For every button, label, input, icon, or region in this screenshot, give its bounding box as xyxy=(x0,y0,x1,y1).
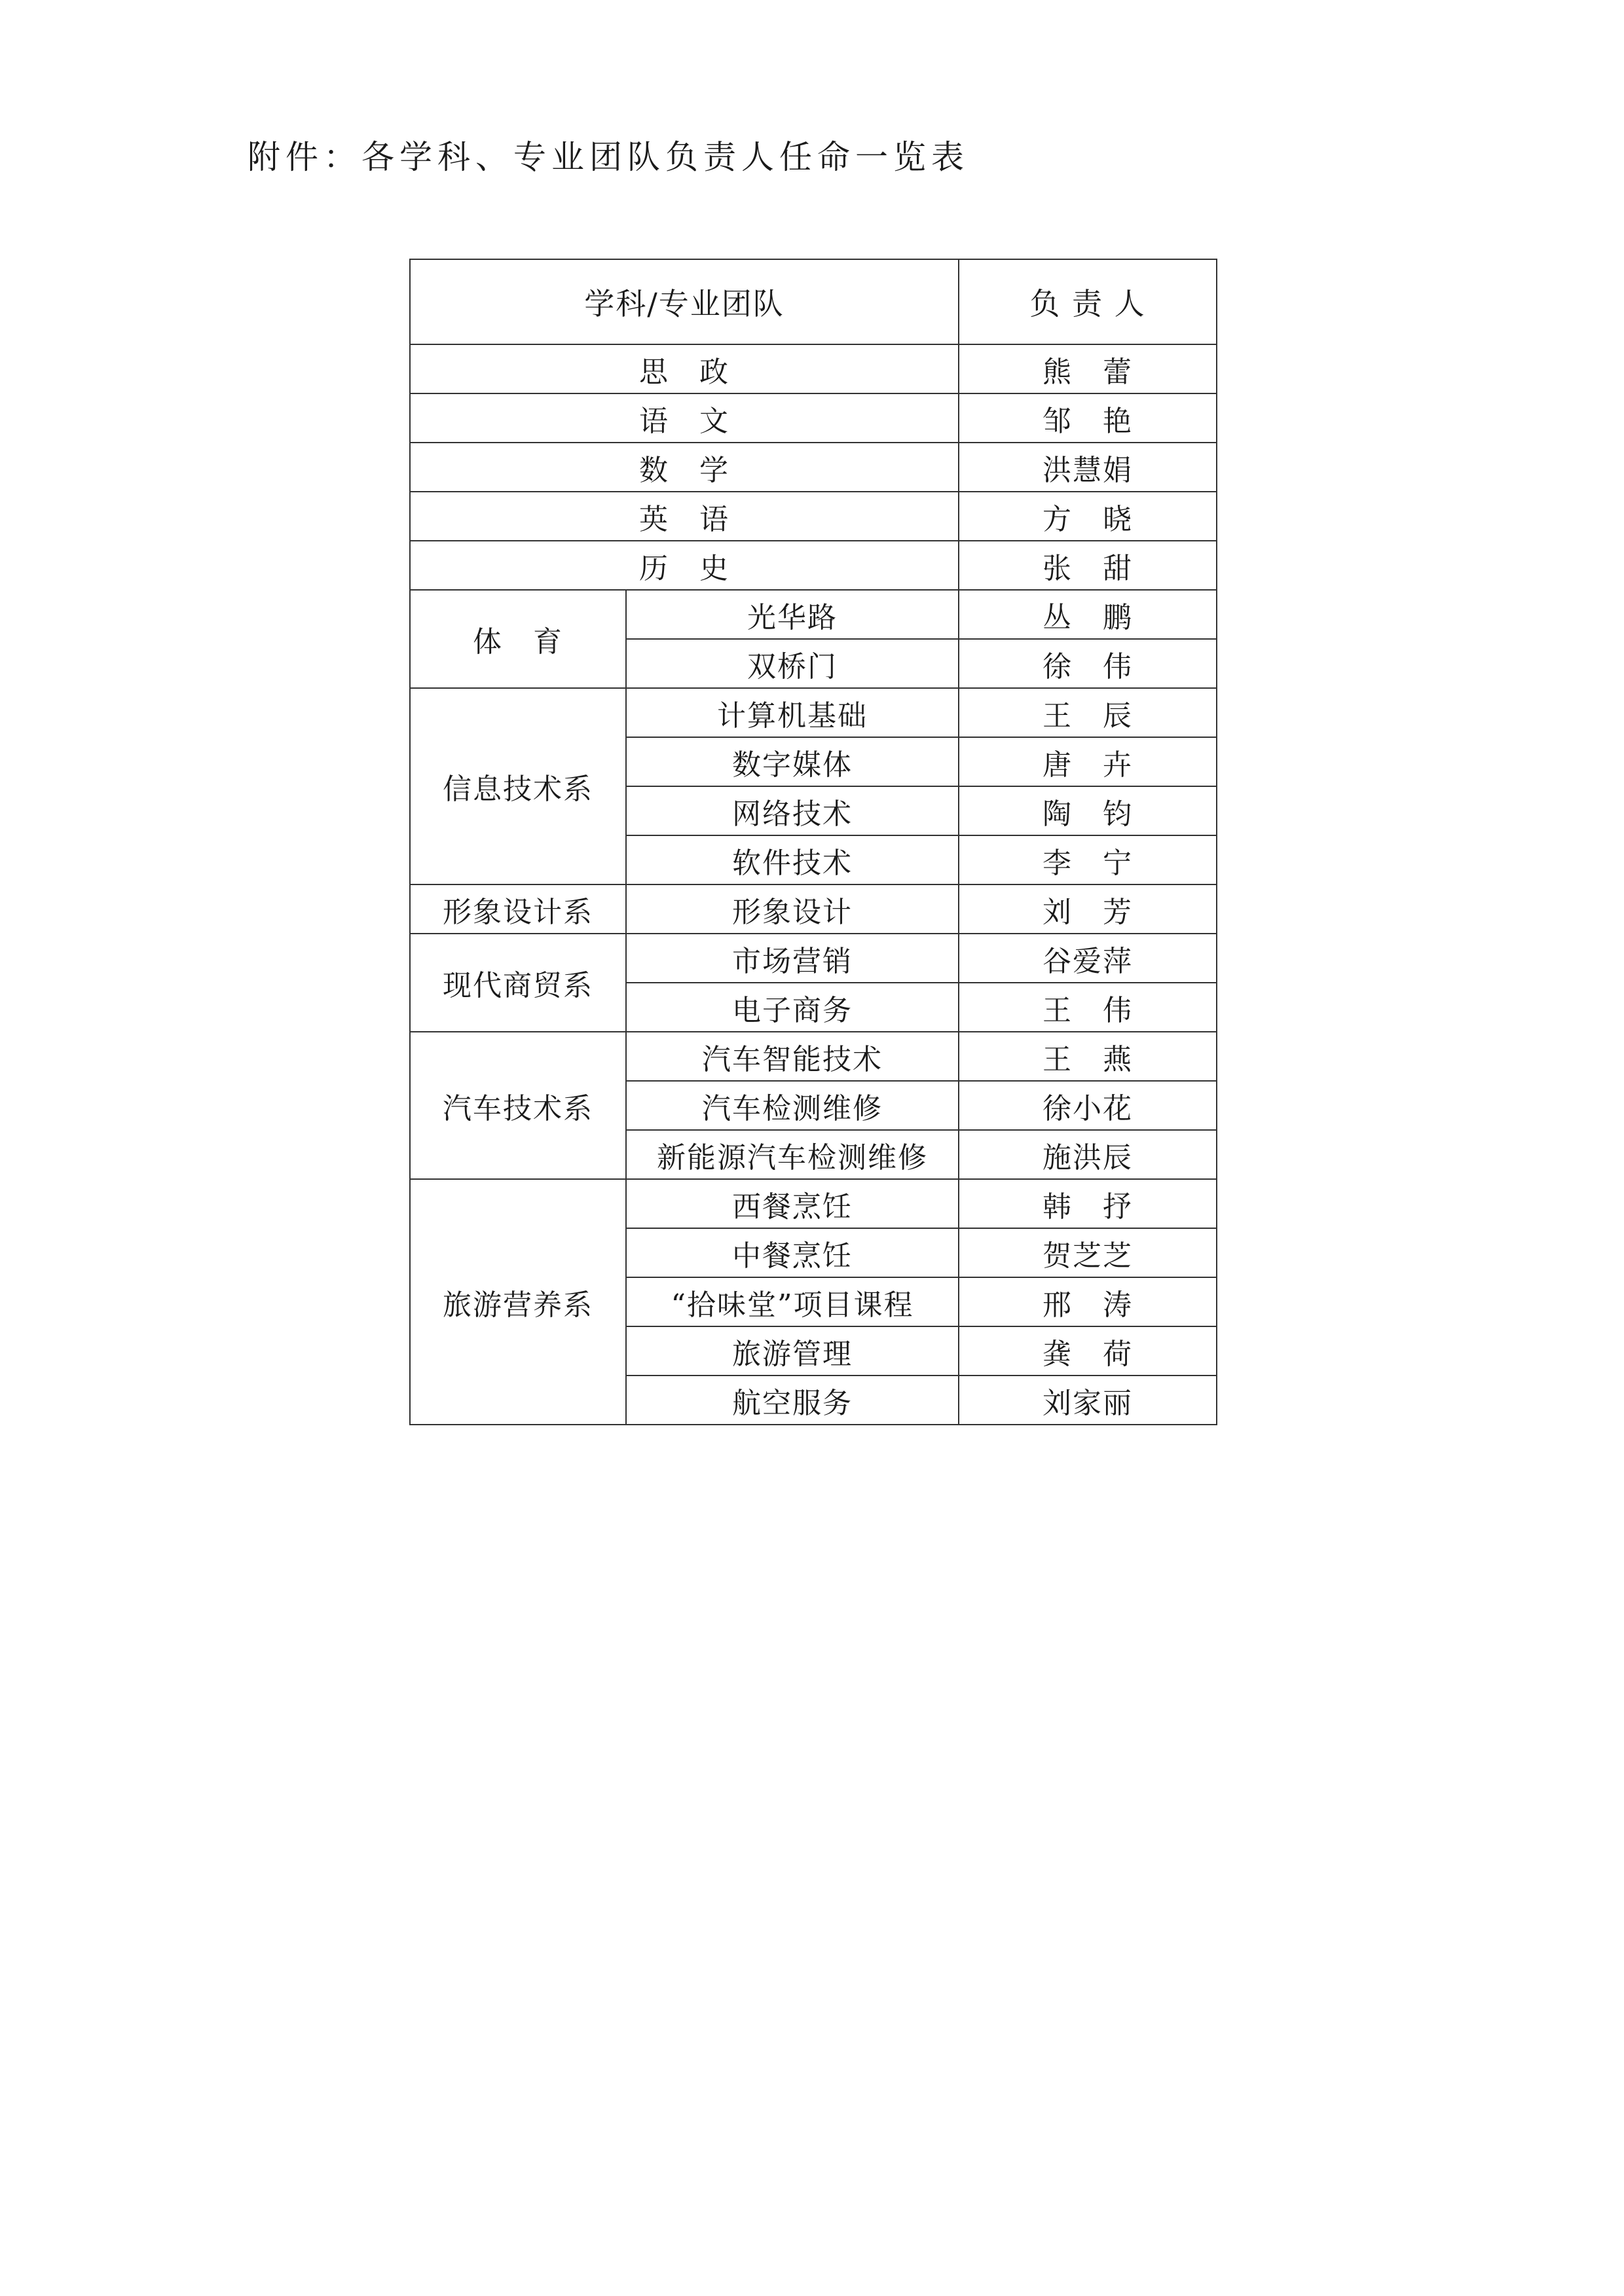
team-cell: 中餐烹饪 xyxy=(626,1228,959,1277)
department-cell-business: 现代商贸系 xyxy=(410,934,626,1032)
team-cell: 电子商务 xyxy=(626,983,959,1032)
leader-cell: 施洪辰 xyxy=(959,1130,1217,1179)
team-cell: “拾味堂”项目课程 xyxy=(626,1277,959,1326)
leader-cell: 谷爱萍 xyxy=(959,934,1217,983)
department-cell-auto: 汽车技术系 xyxy=(410,1032,626,1179)
table-row xyxy=(410,492,1217,541)
table-row xyxy=(410,688,1217,737)
table-row xyxy=(410,393,1217,443)
leader-cell: 王 辰 xyxy=(959,688,1217,737)
leader-cell: 徐小花 xyxy=(959,1081,1217,1130)
subject-cell: 英 语 xyxy=(410,492,959,541)
leader-cell: 邢 涛 xyxy=(959,1277,1217,1326)
leader-cell: 王 燕 xyxy=(959,1032,1217,1081)
team-cell: 双桥门 xyxy=(626,639,959,688)
table-row xyxy=(410,884,1217,934)
table-row xyxy=(410,1032,1217,1081)
subject-cell: 历 史 xyxy=(410,541,959,590)
leader-cell: 徐 伟 xyxy=(959,639,1217,688)
leader-cell: 张 甜 xyxy=(959,541,1217,590)
leader-cell: 邹 艳 xyxy=(959,393,1217,443)
subject-cell: 语 文 xyxy=(410,393,959,443)
team-cell: 计算机基础 xyxy=(626,688,959,737)
leader-table xyxy=(409,259,1217,1425)
header-subject: 学科/专业团队 xyxy=(410,259,959,344)
team-cell: 数字媒体 xyxy=(626,737,959,786)
team-cell: 市场营销 xyxy=(626,934,959,983)
leader-cell: 方 晓 xyxy=(959,492,1217,541)
team-cell: 汽车检测维修 xyxy=(626,1081,959,1130)
subject-cell: 思 政 xyxy=(410,344,959,393)
team-cell: 新能源汽车检测维修 xyxy=(626,1130,959,1179)
leader-cell: 贺芝芝 xyxy=(959,1228,1217,1277)
table-row xyxy=(410,590,1217,639)
team-cell: 旅游管理 xyxy=(626,1326,959,1376)
team-cell: 西餐烹饪 xyxy=(626,1179,959,1228)
document-title: 附件：各学科、专业团队负责人任命一览表 xyxy=(248,138,969,176)
leader-cell: 韩 抒 xyxy=(959,1179,1217,1228)
team-cell: 航空服务 xyxy=(626,1376,959,1425)
table-row xyxy=(410,934,1217,983)
leader-cell: 唐 卉 xyxy=(959,737,1217,786)
header-leader: 负 责 人 xyxy=(959,259,1217,344)
table-header-row xyxy=(410,259,1217,344)
team-cell: 网络技术 xyxy=(626,786,959,835)
leader-cell: 李 宁 xyxy=(959,835,1217,884)
leader-cell: 刘家丽 xyxy=(959,1376,1217,1425)
team-cell: 软件技术 xyxy=(626,835,959,884)
team-cell: 汽车智能技术 xyxy=(626,1032,959,1081)
leader-cell: 洪慧娟 xyxy=(959,443,1217,492)
leader-cell: 刘 芳 xyxy=(959,884,1217,934)
team-cell: 形象设计 xyxy=(626,884,959,934)
department-cell-tourism: 旅游营养系 xyxy=(410,1179,626,1425)
leader-cell: 熊 蕾 xyxy=(959,344,1217,393)
table-row xyxy=(410,443,1217,492)
leader-cell: 王 伟 xyxy=(959,983,1217,1032)
leader-cell: 丛 鹏 xyxy=(959,590,1217,639)
team-cell: 光华路 xyxy=(626,590,959,639)
leader-cell: 龚 荷 xyxy=(959,1326,1217,1376)
table-row xyxy=(410,344,1217,393)
department-cell-image: 形象设计系 xyxy=(410,884,626,934)
table-row xyxy=(410,1179,1217,1228)
table-row xyxy=(410,541,1217,590)
department-cell-pe: 体 育 xyxy=(410,590,626,688)
department-cell-it: 信息技术系 xyxy=(410,688,626,884)
leader-cell: 陶 钧 xyxy=(959,786,1217,835)
subject-cell: 数 学 xyxy=(410,443,959,492)
